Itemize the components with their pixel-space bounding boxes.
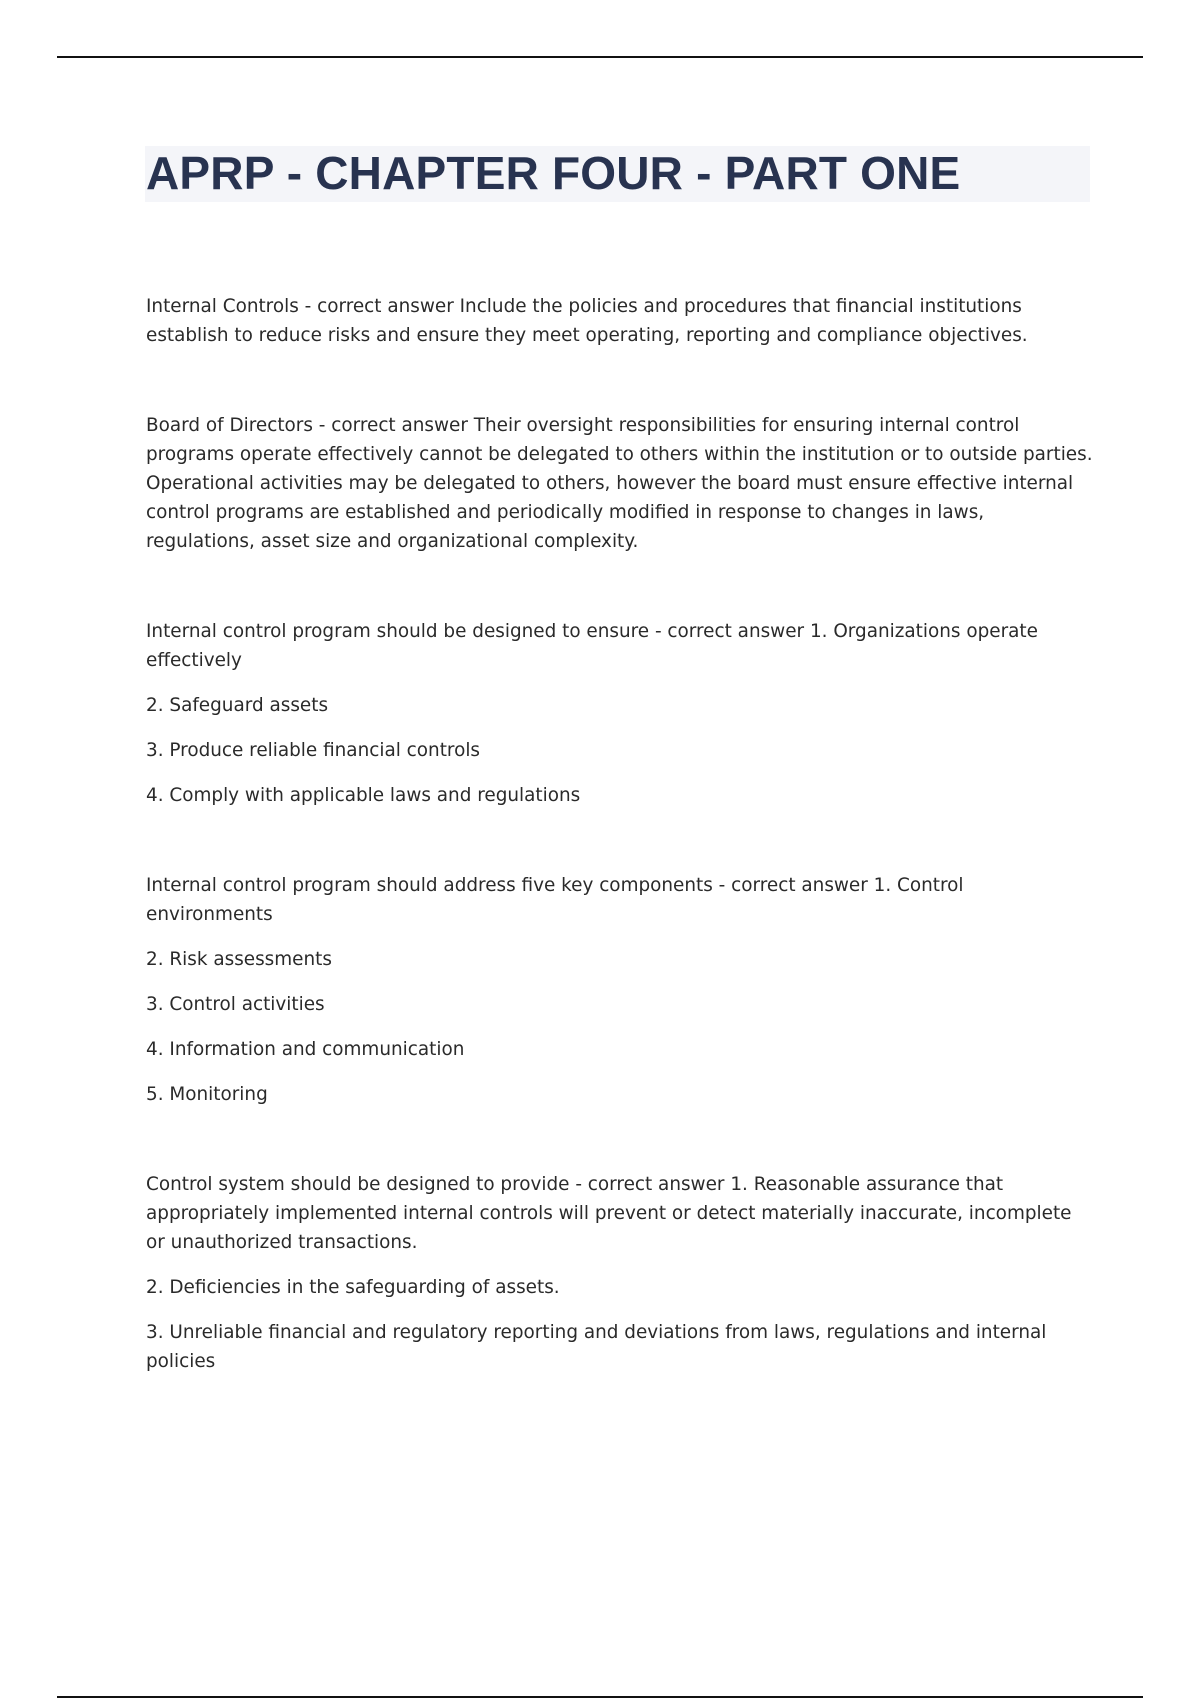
- flashcard-list-item: 2. Safeguard assets: [146, 695, 329, 716]
- flashcard-text: Internal Controls - correct answer Include the policies and procedures that financial institutions establish to reduce risks and ensure they meet operating, reporting and compliance objectives.: [146, 296, 1028, 346]
- flashcard-text: Internal control program should be designed to ensure - correct answer 1. Organizations operate effectively: [146, 621, 1038, 671]
- flashcard-list-item: 4. Comply with applicable laws and regulations: [146, 785, 581, 806]
- flashcard-list-item: 3. Produce reliable financial controls: [146, 740, 481, 761]
- flashcard-internal-controls: [146, 292, 1096, 350]
- flashcard-five-key-components: [146, 871, 1096, 1109]
- flashcard-list: [146, 292, 1096, 1437]
- top-rule: [57, 56, 1143, 58]
- flashcard-board-of-directors: [146, 411, 1096, 556]
- flashcard-list-item: 2. Risk assessments: [146, 949, 332, 970]
- flashcard-program-designed-to-ensure: [146, 617, 1096, 810]
- flashcard-list-item: 3. Unreliable financial and regulatory reporting and deviations from laws, regulations and internal policies: [146, 1322, 1047, 1372]
- flashcard-list-item: 3. Control activities: [146, 994, 325, 1015]
- flashcard-list-item: 5. Monitoring: [146, 1084, 268, 1105]
- bottom-rule: [57, 1696, 1143, 1698]
- flashcard-list-item: 2. Deficiencies in the safeguarding of assets.: [146, 1277, 560, 1298]
- flashcard-list-item: 4. Information and communication: [146, 1039, 465, 1060]
- flashcard-control-system-provide: [146, 1170, 1096, 1376]
- document-title: APRP - CHAPTER FOUR - PART ONE: [146, 147, 961, 199]
- flashcard-text: Board of Directors - correct answer Their oversight responsibilities for ensuring internal control programs operate effectively cannot be delegated to others within the institution or to outside parties. Operational activities may be delegated to others, however the board must ensure effective internal control programs are established and periodically modified in response to changes in laws, regulations, asset size and organizational complexity.: [146, 415, 1093, 552]
- flashcard-text: Control system should be designed to provide - correct answer 1. Reasonable assurance that appropriately implemented internal controls will prevent or detect materially inaccurate, incomplete or unauthorized transactions.: [146, 1174, 1072, 1253]
- flashcard-text: Internal control program should address five key components - correct answer 1. Control environments: [146, 875, 964, 925]
